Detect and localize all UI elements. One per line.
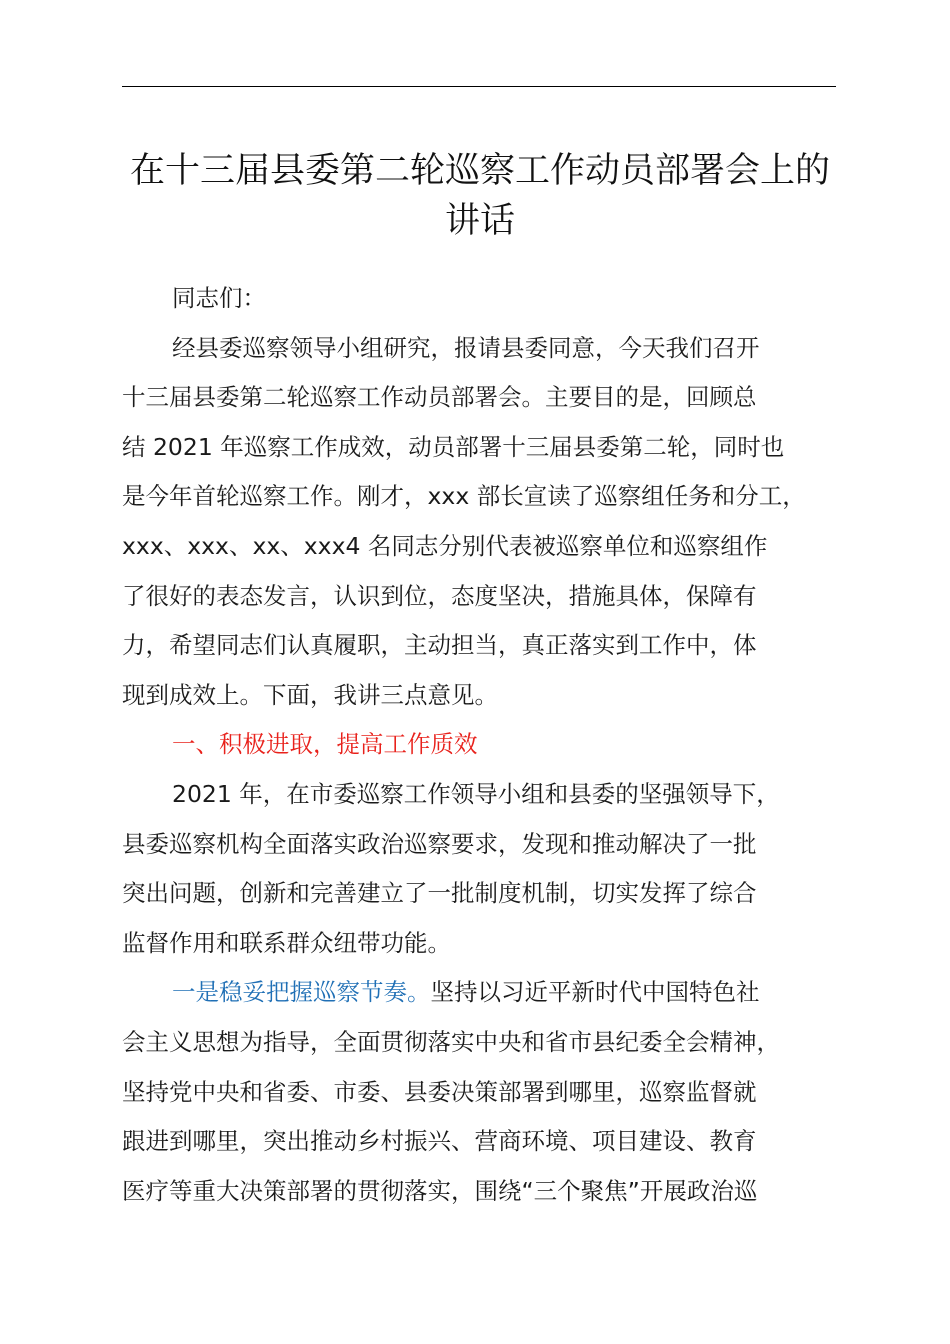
paragraph-line: 会主义思想为指导，全面贯彻落实中央和省市县纪委全会精神，	[122, 1027, 780, 1056]
paragraph-line: 坚持党中央和省委、市委、县委决策部署到哪里，巡察监督就	[122, 1077, 757, 1106]
document-title	[110, 146, 850, 246]
paragraph-line: 十三届县委第二轮巡察工作动员部署会。主要目的是，回顾总	[122, 383, 757, 412]
paragraph-line: 监督作用和联系群众纽带功能。	[122, 928, 451, 957]
paragraph-line: 力，希望同志们认真履职，主动担当，真正落实到工作中，体	[122, 631, 757, 660]
paragraph-line: 县委巡察机构全面落实政治巡察要求，发现和推动解决了一批	[122, 829, 757, 858]
paragraph-line: xxx、xxx、xx、xxx4 名同志分别代表被巡察单位和巡察组作	[122, 531, 768, 560]
paragraph-line: 突出问题，创新和完善建立了一批制度机制，切实发挥了综合	[122, 879, 757, 908]
salutation: 同志们：	[172, 284, 266, 312]
paragraph-line: 现到成效上。下面，我讲三点意见。	[122, 680, 498, 709]
point-first-line	[122, 968, 842, 1018]
paragraph-line: 经县委巡察领导小组研究，报请县委同意，今天我们召开	[172, 333, 760, 362]
title-line: 在十三届县委第二轮巡察工作动员部署会上的	[129, 151, 830, 191]
paragraph-line: 跟进到哪里，突出推动乡村振兴、营商环境、项目建设、教育	[122, 1127, 757, 1156]
paragraph-line: 了很好的表态发言，认识到位，态度坚决，措施具体，保障有	[122, 581, 757, 610]
paragraph-line: 是今年首轮巡察工作。刚才，xxx 部长宣读了巡察组任务和分工，	[122, 482, 806, 511]
document-body	[122, 274, 842, 1216]
point-lead: 一是稳妥把握巡察节奏。	[172, 978, 431, 1007]
point-text: 坚持以习近平新时代中国特色社	[430, 978, 760, 1007]
paragraph-line: 结 2021 年巡察工作成效，动员部署十三届县委第二轮，同时也	[122, 432, 785, 461]
paragraph-line: 2021 年，在市委巡察工作领导小组和县委的坚强领导下，	[172, 779, 780, 808]
header-rule	[122, 86, 836, 87]
paragraph-line: 医疗等重大决策部署的贯彻落实，围绕“三个聚焦”开展政治巡	[122, 1176, 758, 1205]
title-line: 讲话	[444, 201, 515, 241]
section-heading: 一、积极进取，提高工作质效	[172, 730, 478, 759]
